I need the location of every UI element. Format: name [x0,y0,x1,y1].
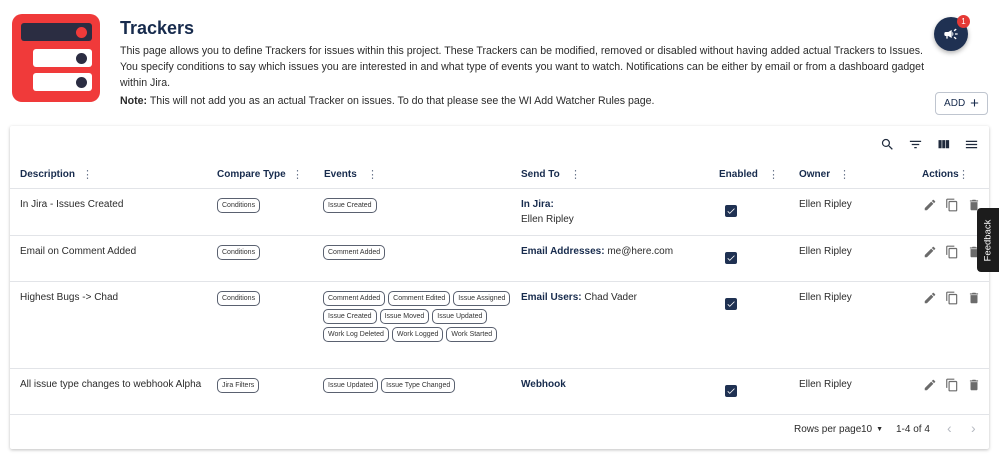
send-to-label: In Jira: [521,199,554,210]
prev-page-icon[interactable]: ‹ [947,420,952,436]
filter-icon[interactable] [907,136,923,152]
row-compare-type [217,378,259,393]
event-chip: Issue Assigned [453,291,510,306]
row-send-to [521,244,673,259]
event-chip: Work Logged [392,327,444,342]
column-header-description[interactable]: Description [20,169,76,180]
row-send-to [521,290,637,305]
row-description: Highest Bugs -> Chad [20,292,119,303]
trash-icon[interactable] [967,378,981,392]
rows-per-page-label: Rows per page [794,424,862,435]
row-divider [10,235,989,236]
page-note [120,95,655,107]
row-actions [923,378,981,392]
row-compare-type [217,198,260,213]
feedback-label: Feedback [982,219,994,261]
trackers-table [10,126,989,449]
pagination-range: 1-4 of 4 [896,424,930,435]
send-to-label: Email Users: [521,292,582,303]
row-actions [923,198,981,212]
table-toolbar [879,136,979,152]
add-tracker-button[interactable] [935,92,988,115]
compare-type-chip: Conditions [217,198,260,213]
notifications-button[interactable] [934,17,968,51]
send-to-label: Email Addresses: [521,246,605,257]
copy-icon[interactable] [945,378,959,392]
row-send-to [521,197,574,227]
row-divider [10,368,989,369]
enabled-checkbox[interactable] [725,205,737,217]
megaphone-icon [943,26,959,42]
column-header-owner[interactable]: Owner [799,169,831,180]
search-icon[interactable] [879,136,895,152]
plus-icon: + [970,94,979,112]
copy-icon[interactable] [945,291,959,305]
event-chip: Issue Updated [323,378,378,393]
enabled-checkbox[interactable] [725,298,737,310]
event-chip: Issue Updated [432,309,487,324]
row-actions [923,291,981,305]
send-to-value: me@here.com [607,246,674,257]
row-actions [923,245,981,259]
event-chip: Issue Created [323,198,377,213]
footer-divider [10,414,989,415]
row-description: All issue type changes to webhook Alpha [20,379,202,390]
row-events [323,291,513,342]
trash-icon[interactable] [967,291,981,305]
compare-type-chip: Conditions [217,291,260,306]
column-menu-icon[interactable]: ⋮ [839,169,850,181]
page-description: This page allows you to define Trackers for issues within this project. These Trackers can be modified, removed or disabled without having added actual Trackers to Issues. You specify conditions to say which issues you are interested in and what type of events you want to watch. Notifications can be either by email or from a dashboard gadget within Jira. [120,45,925,89]
compare-type-chip: Conditions [217,245,260,260]
column-header-send-to[interactable]: Send To [521,169,560,180]
row-divider [10,281,989,282]
row-description: In Jira - Issues Created [20,199,124,210]
column-menu-icon[interactable]: ⋮ [768,169,779,181]
enabled-checkbox[interactable] [725,385,737,397]
next-page-icon[interactable]: › [971,420,976,436]
column-header-compare-type[interactable]: Compare Type [217,169,286,180]
row-owner: Ellen Ripley [799,379,852,390]
row-compare-type [217,245,260,260]
row-send-to [521,377,566,392]
column-menu-icon[interactable]: ⋮ [82,169,93,181]
column-menu-icon[interactable]: ⋮ [958,169,969,181]
enabled-checkbox[interactable] [725,252,737,264]
row-owner: Ellen Ripley [799,246,852,257]
event-chip: Issue Created [323,309,377,324]
page-title: Trackers [120,18,195,38]
send-to-label: Webhook [521,379,566,390]
event-chip: Comment Added [323,291,385,306]
rows-per-page-value: 10 [861,424,873,435]
add-button-label: ADD [944,98,966,109]
header-divider [10,188,989,189]
event-chip: Issue Type Changed [381,378,455,393]
note-text: This will not add you as an actual Tracker on issues. To do that please see the WI Add Watcher Rules page. [147,95,655,107]
row-events [323,245,508,260]
app-logo [12,14,100,102]
event-chip: Comment Edited [388,291,450,306]
row-description: Email on Comment Added [20,246,137,257]
send-to-value: Chad Vader [584,292,638,303]
event-chip: Work Started [446,327,497,342]
pencil-icon[interactable] [923,198,937,212]
event-chip: Issue Moved [380,309,430,324]
row-compare-type [217,291,260,306]
caret-down-icon: ▼ [876,426,884,433]
column-header-events[interactable]: Events [324,169,357,180]
columns-icon[interactable] [935,136,951,152]
menu-icon[interactable] [963,136,979,152]
notification-badge: 1 [957,15,970,28]
pencil-icon[interactable] [923,291,937,305]
row-owner: Ellen Ripley [799,292,852,303]
note-label: Note: [120,95,148,107]
copy-icon[interactable] [945,198,959,212]
column-menu-icon[interactable]: ⋮ [570,169,581,181]
compare-type-chip: Jira Filters [217,378,259,393]
column-header-enabled[interactable]: Enabled [719,169,758,180]
copy-icon[interactable] [945,245,959,259]
column-menu-icon[interactable]: ⋮ [292,169,303,181]
column-menu-icon[interactable]: ⋮ [367,169,378,181]
event-chip: Work Log Deleted [323,327,389,342]
event-chip: Comment Added [323,245,385,260]
pencil-icon[interactable] [923,378,937,392]
feedback-tab[interactable] [977,208,999,272]
rows-per-page-select[interactable] [861,424,883,435]
column-header-actions: Actions [922,169,959,180]
pencil-icon[interactable] [923,245,937,259]
send-to-value: Ellen Ripley [521,214,574,225]
row-owner: Ellen Ripley [799,199,852,210]
row-events [323,198,508,213]
row-events [323,378,513,393]
